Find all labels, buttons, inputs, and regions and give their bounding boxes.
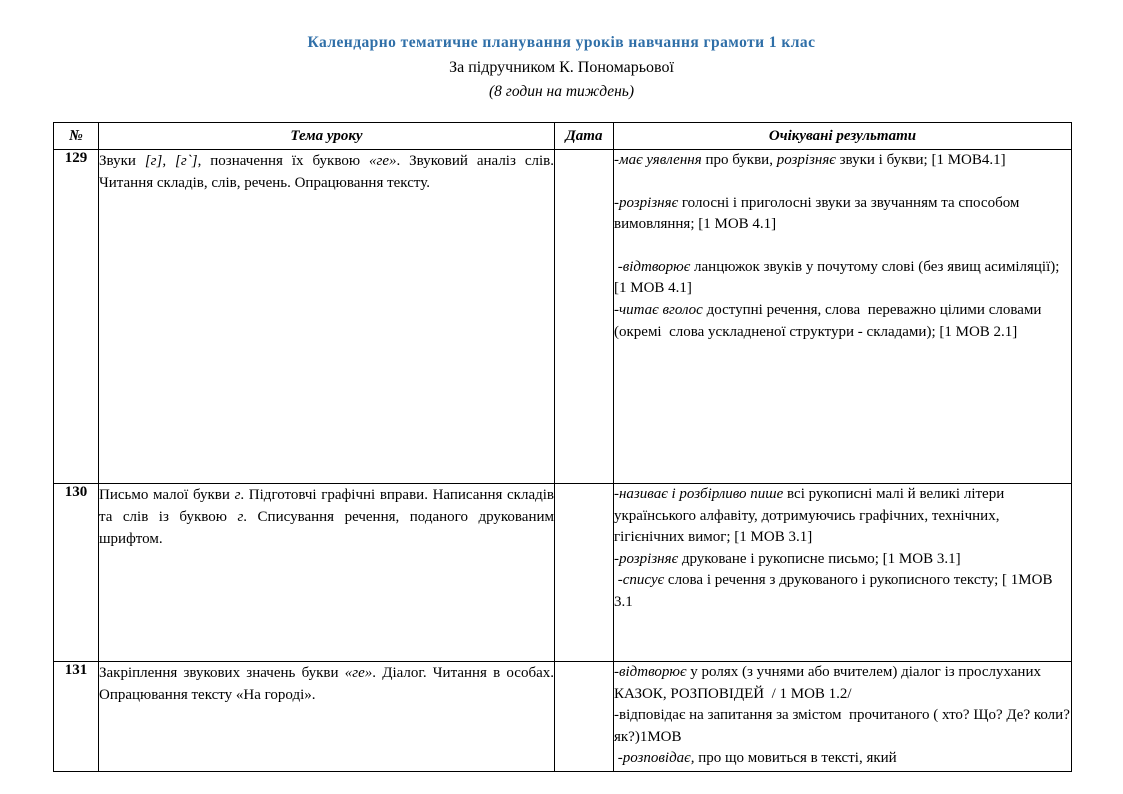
- expected-result-item: [614, 705, 1074, 748]
- plain-text: . Підготовчі графічні вправи. Написання складів та слів із буквою: [99, 487, 554, 526]
- plain-text: Звуки: [99, 153, 145, 169]
- lesson-topic-cell: [99, 484, 555, 662]
- page-title: Календарно тематичне планування уроків навчання грамоти 1 клас: [307, 34, 816, 51]
- plain-text: про що мовиться в тексті, який: [694, 750, 897, 767]
- plain-text: доступні речення, слова переважно цілими словами (окремі слова ускладненої структури - складами); [1 МОВ 2.1]: [614, 301, 1046, 340]
- expected-result-item: [614, 549, 1071, 571]
- table-row: [54, 150, 1072, 484]
- expected-result-item: [614, 484, 1071, 549]
- lesson-date-cell[interactable]: [555, 150, 614, 484]
- lesson-plan-table-wrapper: [53, 122, 1074, 772]
- column-header-number: №: [54, 123, 99, 150]
- plain-text: Закріплення звукових значень букви: [99, 665, 345, 681]
- plain-text: звуки і букви; [1 МОВ4.1]: [835, 152, 1006, 168]
- emphasised-text: розрізняє: [776, 152, 836, 168]
- emphasised-text: «ге»: [344, 665, 373, 681]
- expected-result-item: [614, 748, 1071, 770]
- plain-text: Письмо малої букви: [99, 487, 235, 503]
- lesson-plan-table: [53, 122, 1072, 772]
- document-subtitle: За підручником К. Пономарьової: [449, 59, 674, 77]
- lesson-topic-cell: [99, 662, 555, 772]
- plain-text: . Діалог. Читання в особах. Опрацювання тексту «На городі».: [99, 665, 554, 704]
- emphasised-text: -розрізняє: [614, 550, 679, 567]
- table-row: [54, 484, 1072, 662]
- emphasised-text: [г], [г`]: [144, 153, 198, 169]
- plain-text: . Списування речення, поданого друкованим шрифтом.: [99, 509, 555, 548]
- lesson-number-cell: 130: [54, 484, 99, 662]
- emphasised-text: -списує: [614, 572, 665, 589]
- column-header-results: Очікувані результати: [614, 123, 1072, 150]
- column-header-topic: Тема уроку: [99, 123, 555, 150]
- plain-text: голосні і приголосні звуки за звучанням та способом вимовляння; [1 МОВ 4.1]: [614, 194, 1024, 233]
- expected-results-cell: [614, 484, 1072, 662]
- plain-text: про букви,: [701, 152, 777, 168]
- table-body: [54, 150, 1072, 772]
- plain-text: всі рукописні малі й великі літери українського алфавіту, дотримуючись графічних, технічних, гігієнічних вимог; [1 МОВ 3.1]: [614, 486, 1008, 546]
- emphasised-text: -відтворює: [614, 664, 687, 680]
- expected-results-cell: [614, 662, 1072, 772]
- lesson-number-cell: 131: [54, 662, 99, 772]
- expected-result-item: [614, 257, 1071, 300]
- emphasised-text: -відтворює: [614, 258, 691, 275]
- emphasised-text: г: [237, 509, 244, 526]
- expected-result-item: [614, 570, 1071, 613]
- emphasised-text: -розрізняє: [614, 194, 679, 211]
- table-header: [54, 123, 1072, 150]
- plain-text: ланцюжок звуків у почутому слові (без явищ асиміляції); [1 МОВ 4.1]: [614, 258, 1064, 297]
- emphasised-text: г: [234, 487, 241, 503]
- expected-result-item: [614, 662, 1071, 705]
- expected-result-item: [614, 150, 1071, 172]
- lesson-topic-cell: [99, 150, 555, 484]
- plain-text: -відповідає на запитання за змістом прочитаного ( хто? Що? Де? коли? як?)1МОВ: [614, 707, 1074, 745]
- emphasised-text: -називає і розбірливо пише: [614, 486, 784, 502]
- expected-result-item: [614, 193, 1071, 236]
- lesson-number-cell: 129: [54, 150, 99, 484]
- document-header: [0, 0, 1123, 103]
- emphasised-text: «ге»: [368, 153, 397, 169]
- expected-results-cell: [614, 150, 1072, 484]
- document-hours-note: (8 годин на тиждень): [488, 82, 635, 100]
- emphasised-text: -має уявлення: [614, 152, 702, 168]
- lesson-date-cell[interactable]: [555, 662, 614, 772]
- plain-text: друковане і рукописне письмо; [1 МОВ 3.1]: [678, 550, 961, 567]
- table-row: [54, 662, 1072, 772]
- plain-text: слова і речення з друкованого і рукописного тексту; [ 1МОВ 3.1: [614, 572, 1057, 610]
- emphasised-text: -розповідає,: [614, 750, 695, 767]
- plain-text: , позначення їх буквою: [197, 153, 369, 169]
- plain-text: у ролях (з учнями або вчителем) діалог із прослуханих КАЗОК, РОЗПОВІДЕЙ / 1 МОВ 1.2/: [614, 664, 1045, 702]
- lesson-date-cell[interactable]: [555, 484, 614, 662]
- expected-result-item: [614, 300, 1071, 343]
- emphasised-text: -читає вголос: [614, 301, 703, 318]
- column-header-date: Дата: [555, 123, 614, 150]
- table-header-row: [54, 123, 1072, 150]
- plain-text: . Звуковий аналіз слів. Читання складів, слів, речень. Опрацювання тексту.: [99, 153, 554, 192]
